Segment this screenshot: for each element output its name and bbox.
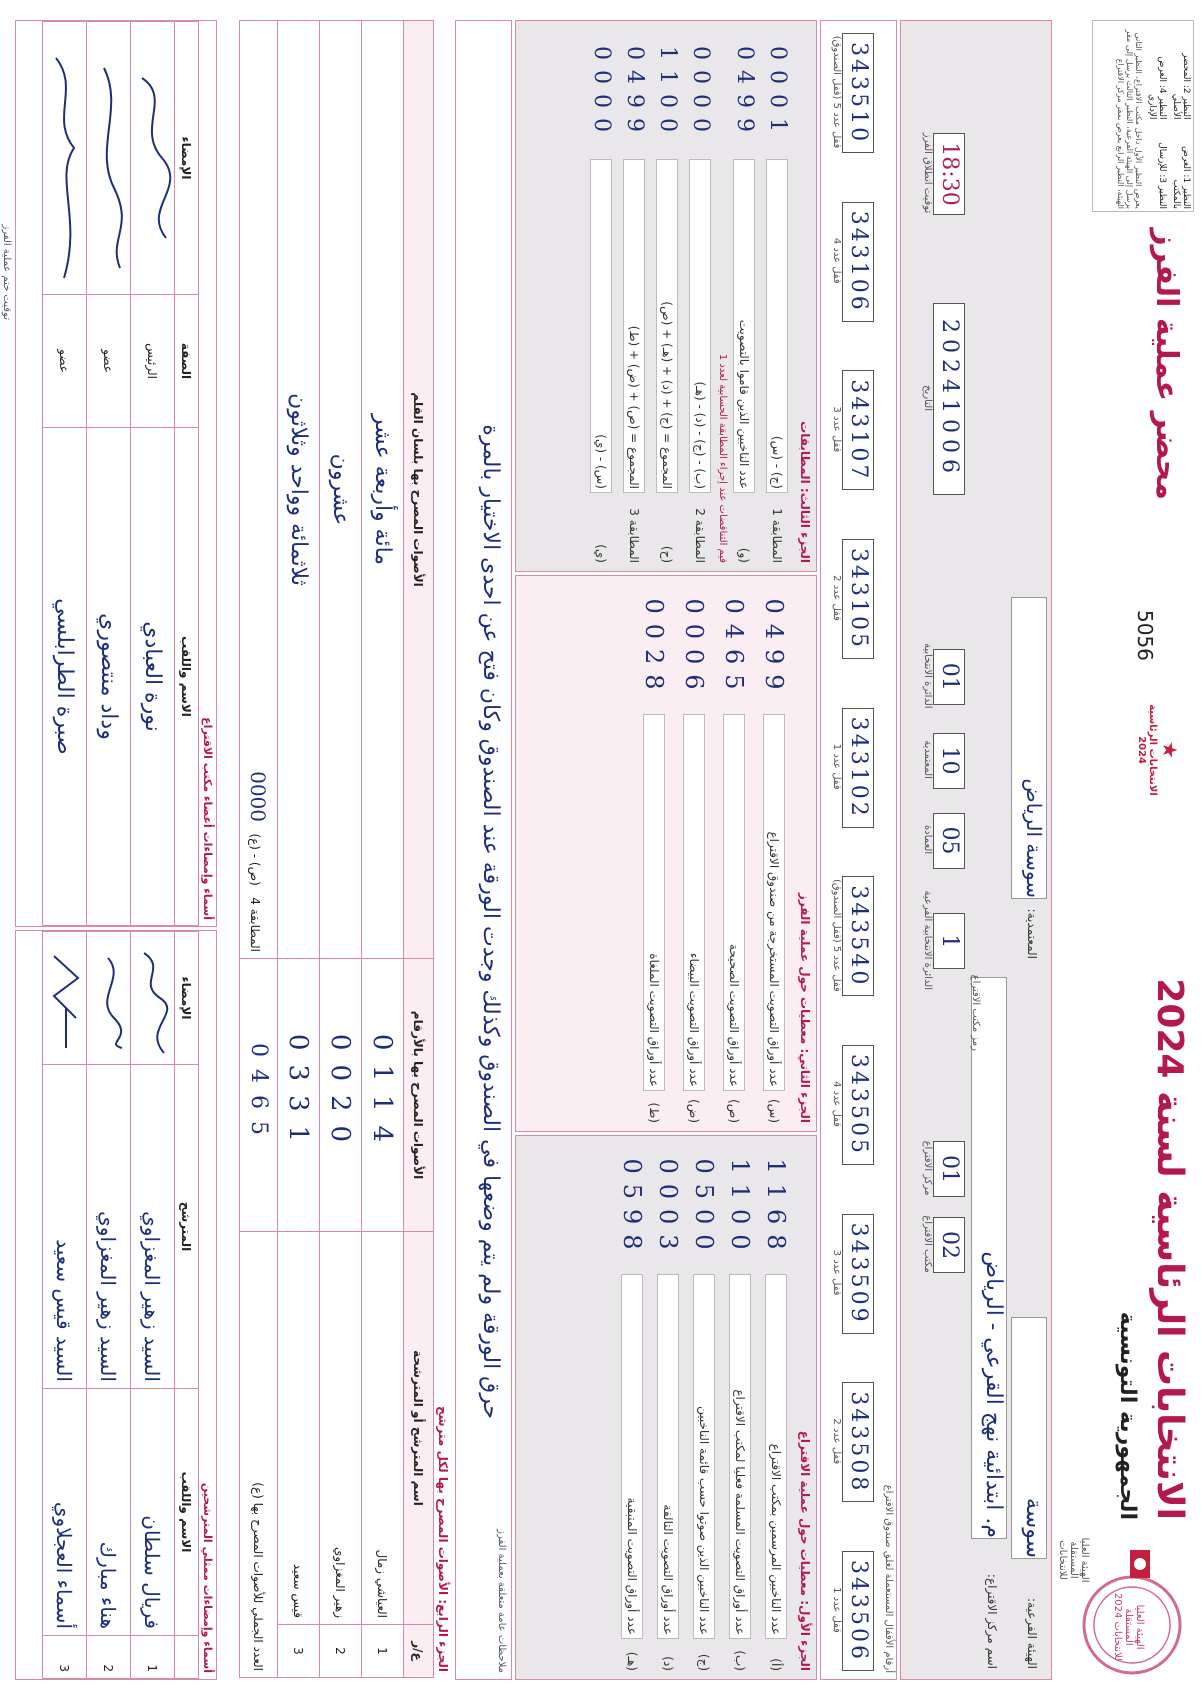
candidate-name: قيس سعيد bbox=[278, 1232, 320, 1625]
total-label: العدد الجملي للأصوات المصرح بها (ع) bbox=[240, 1232, 278, 1678]
regional-label: الهيئة الفرعية: bbox=[1025, 1598, 1039, 1669]
row-label: عدد أوراق التصويت المسلمة فعليا لمكتب الاقتراع bbox=[729, 1274, 751, 1639]
regional-value: سوسة bbox=[1011, 1317, 1047, 1559]
lock-item bbox=[831, 200, 874, 322]
results-section bbox=[222, 20, 452, 1678]
locks-row bbox=[831, 31, 874, 1671]
row-value: 1100 bbox=[655, 46, 680, 142]
row-code: (ي) bbox=[594, 544, 609, 563]
section-1-row bbox=[614, 1136, 650, 1679]
check-value: 0000 bbox=[246, 771, 271, 822]
logo-block bbox=[1057, 1530, 1190, 1680]
section-1-row bbox=[722, 1136, 758, 1679]
section-3-row bbox=[684, 21, 717, 571]
row-code: (ب) bbox=[733, 1650, 747, 1671]
row-code: (و) bbox=[737, 547, 752, 563]
lock-item bbox=[831, 874, 874, 996]
isie-logo-text: الهيئة العليا المستقلة للانتخابات bbox=[1057, 1537, 1090, 1583]
lock-value: 343105 bbox=[842, 539, 874, 659]
member-role: عضو bbox=[43, 295, 87, 428]
member-name: وداد منتصوري bbox=[87, 428, 131, 926]
table-row bbox=[131, 22, 175, 926]
row-code: (أ) bbox=[769, 1658, 783, 1671]
code-item bbox=[922, 811, 965, 869]
row-value: 0499 bbox=[760, 598, 788, 700]
votes-digits: 0331 bbox=[278, 959, 320, 1232]
section-1 bbox=[515, 1135, 817, 1680]
lock-value: 343102 bbox=[842, 708, 874, 828]
stamp-text: الهيئة العليا المستقلة للانتخابات 2024 bbox=[1112, 1592, 1145, 1662]
section-1-row bbox=[758, 1136, 794, 1679]
section-2-row bbox=[634, 576, 674, 1131]
section-3-row bbox=[585, 21, 618, 571]
lock-item bbox=[831, 706, 874, 828]
members-section bbox=[15, 20, 217, 927]
lock-value: 343508 bbox=[842, 1382, 874, 1502]
candidate-name: زهير المغزاوي bbox=[320, 1232, 362, 1625]
remarks-text: حرق الورقة ولم يتم وضعها في الصندوق وكذلك وجدت الورقة عند الصندوق وكان فتح عن احدى الاختيار بالمرة bbox=[478, 424, 503, 1419]
lock-value: 343505 bbox=[842, 1045, 874, 1165]
code-item bbox=[922, 891, 965, 990]
row-value: 0465 bbox=[720, 598, 748, 700]
row-label: عدد أوراق التصويت الصحيحة bbox=[723, 714, 745, 1091]
row-value: 0028 bbox=[640, 598, 668, 700]
signature bbox=[87, 22, 131, 295]
row-label: عدد أوراق التصويت المستخرجة من صندوق الاقتراع bbox=[763, 714, 785, 1091]
votes-digits: 0020 bbox=[320, 959, 362, 1232]
row-code: (ط) bbox=[647, 1102, 661, 1123]
section-3-note: قيم التناقضات عند إجراء المطابقة الحسابية لعدد 1 bbox=[717, 353, 728, 563]
row-label: عدد الناخبين المرسمين بمكتب الاقتراع bbox=[765, 1274, 787, 1639]
votes-words: مائة وأربعة عشر bbox=[362, 21, 404, 959]
signature bbox=[87, 932, 131, 1065]
lock-value: 343540 bbox=[842, 876, 874, 996]
remarks-label: ملاحظات عامة متعلقة بعملية الفرز bbox=[496, 1529, 507, 1673]
section-1-title: الجزء الأول: معطيات حول عملية الاقتراع bbox=[798, 1430, 812, 1671]
section-3 bbox=[515, 20, 817, 572]
row-code: المطابقة 3 bbox=[627, 508, 642, 563]
row-num: 2 bbox=[87, 1636, 131, 1679]
copies-box bbox=[1092, 20, 1194, 212]
row-code: (ج) bbox=[697, 1653, 711, 1671]
reps-header-row bbox=[175, 932, 199, 1679]
copy-item: النظير 1: العرض بالمكتب bbox=[1171, 146, 1191, 209]
lock-value: 343107 bbox=[842, 370, 874, 490]
office-codes-2 bbox=[922, 621, 965, 990]
lock-value: 343509 bbox=[842, 1214, 874, 1334]
rep-name: فريال سلطان bbox=[131, 1388, 175, 1635]
copy-item: النظير 2: المحضر الأصلي bbox=[1171, 52, 1191, 120]
results-title: الجزء الرابع: الأصوات المصرح بها لكل مترشح bbox=[436, 1406, 450, 1672]
country-subtitle: الجمهورية التونسية bbox=[1115, 1311, 1140, 1520]
copy-item: النظير 4: العرض الإداري bbox=[1147, 56, 1167, 120]
election-logo-text: الانتخابات الرئاسية 2024 bbox=[1136, 704, 1158, 796]
section-2-row bbox=[674, 576, 714, 1131]
results-table bbox=[239, 20, 434, 1678]
votes-words: ثلاثمائة وواحد وثلاثون bbox=[278, 21, 320, 959]
lock-label: قفل عدد 4 bbox=[831, 1081, 842, 1127]
start-time-value: 18:30 bbox=[933, 133, 965, 215]
member-role: الرئيس bbox=[131, 295, 175, 428]
lock-value: 343506 bbox=[842, 1551, 874, 1671]
section-3-row bbox=[761, 21, 794, 571]
candidate-name: العياشي زمال bbox=[362, 1232, 404, 1625]
code-item bbox=[922, 643, 965, 709]
code-value: 05 bbox=[933, 813, 965, 869]
locks-label: أرقام الأقفال المستعملة لغلق صندوق الاقتراع bbox=[883, 1484, 894, 1673]
code-value: 1 bbox=[933, 913, 965, 969]
section-3-row bbox=[651, 21, 684, 571]
lock-label: قفل عدد 3 bbox=[831, 406, 842, 453]
reps-table bbox=[42, 931, 199, 1679]
row-code: (ض) bbox=[687, 1099, 701, 1123]
row-code: (د) bbox=[661, 1656, 675, 1671]
section-2-row bbox=[754, 576, 794, 1131]
row-value: 0500 bbox=[690, 1158, 718, 1260]
section-3-title: الجزء الثالث: المطابقات bbox=[798, 421, 812, 563]
date-value: 20241006 bbox=[933, 303, 965, 495]
row-num: 1 bbox=[362, 1625, 404, 1678]
signature bbox=[43, 932, 87, 1065]
lock-label: قفل عدد 1 bbox=[831, 743, 842, 790]
row-num: 3 bbox=[278, 1625, 320, 1678]
check-label: المطابقة 4 bbox=[248, 897, 263, 952]
code-item bbox=[922, 731, 965, 789]
lock-label: قفل عدد 2 bbox=[831, 575, 842, 621]
row-code: (س) bbox=[767, 1098, 781, 1123]
lock-label: قفل عدد 5 (قفل الصندوق) bbox=[831, 35, 842, 149]
table-row bbox=[43, 22, 87, 926]
code-label: الدائرة الانتخابية الفرعية bbox=[922, 890, 933, 990]
delegation-value: سوسة الرياض bbox=[1011, 597, 1047, 899]
lock-label: قفل عدد 1 bbox=[831, 1587, 842, 1633]
row-code: (ص) bbox=[727, 1099, 741, 1123]
signature bbox=[131, 932, 175, 1065]
election-logo: ★ الانتخابات الرئاسية 2024 bbox=[1136, 690, 1182, 810]
row-value: 0000 bbox=[589, 46, 614, 142]
row-value: 0001 bbox=[765, 46, 790, 142]
center-value: م. ابتدائية نهج القرعي - الرياض bbox=[971, 977, 1007, 1539]
members-header-row bbox=[175, 22, 199, 926]
votes-digits: 0114 bbox=[362, 959, 404, 1232]
row-value: 0598 bbox=[618, 1158, 646, 1260]
row-label: عدد أوراق التصويت التالفة bbox=[657, 1274, 679, 1639]
row-value: 1168 bbox=[762, 1158, 790, 1260]
lock-item bbox=[831, 537, 874, 659]
row-value: 0003 bbox=[654, 1158, 682, 1260]
members-col-sign: الإمضاء bbox=[175, 22, 199, 295]
table-row bbox=[131, 932, 175, 1679]
member-role: عضو bbox=[87, 295, 131, 428]
remarks-band bbox=[455, 20, 512, 1680]
row-value: 0006 bbox=[680, 598, 708, 700]
member-name: صبرة الطرابلسي bbox=[43, 428, 87, 926]
rep-name: أسماء العجلاوي bbox=[43, 1388, 87, 1635]
row-code: (ح) bbox=[660, 545, 675, 563]
lock-item bbox=[831, 1549, 874, 1671]
row-label: عدد أوراق التصويت الملغاة bbox=[643, 714, 665, 1091]
row-formula: (ج) - (س) bbox=[767, 159, 789, 493]
signature bbox=[131, 22, 175, 295]
row-value: 0000 bbox=[688, 46, 713, 142]
code-label: الدائرة الانتخابية bbox=[922, 643, 933, 709]
section-1-row bbox=[650, 1136, 686, 1679]
code-value: 02 bbox=[933, 1217, 965, 1273]
reps-title: أسماء وإمضاءات ممثلي المترشحين bbox=[201, 1482, 214, 1673]
col-name: اسم المترشح أو المترشحة bbox=[404, 1232, 434, 1625]
lock-label: قفل عدد 2 bbox=[831, 1418, 842, 1465]
rep-candidate: السيد زهير المغزاوي bbox=[87, 1065, 131, 1389]
table-row bbox=[43, 932, 87, 1679]
votes-words: عشرون bbox=[320, 21, 362, 959]
col-words: الأصوات المصرح بها بلسان القلم bbox=[404, 21, 434, 959]
rep-candidate: السيد زهير المغزاوي bbox=[131, 1065, 175, 1389]
rep-candidate: السيد قيس سعيد bbox=[43, 1065, 87, 1389]
start-time-label: توقيت انطلاق الفرز bbox=[922, 132, 933, 214]
members-table bbox=[42, 21, 199, 926]
section-2 bbox=[515, 575, 817, 1132]
lock-label: قفل عدد 3 bbox=[831, 1249, 842, 1296]
row-num: 3 bbox=[43, 1636, 87, 1679]
table-row bbox=[87, 22, 131, 926]
section-1-row bbox=[686, 1136, 722, 1679]
table-row bbox=[87, 932, 131, 1679]
code-label: مكتب الاقتراع bbox=[922, 1215, 933, 1273]
office-label: رمز مكتب الاقتراع bbox=[970, 974, 981, 1051]
section-3-row bbox=[728, 21, 761, 571]
lock-item bbox=[831, 368, 874, 490]
row-value: 0499 bbox=[622, 46, 647, 142]
main-title: الانتخابات الرئاسية لسنة 2024 bbox=[1149, 978, 1190, 1520]
lock-value: 343106 bbox=[842, 202, 874, 322]
row-formula: المجموع = (ج) + (د) + (هـ) + (ص) bbox=[657, 159, 679, 493]
lock-label: قفل عدد 5 (قفل الصندوق) bbox=[831, 878, 842, 992]
rep-name: هناء مبارك bbox=[87, 1388, 131, 1635]
row-formula: المجموع = (ص) + (ض) + (ط) bbox=[624, 159, 646, 493]
copy-item: النظير 3: للإرسال bbox=[1157, 142, 1167, 209]
lock-item bbox=[831, 31, 874, 153]
serial-number: 5056 bbox=[1133, 610, 1157, 661]
location-band bbox=[900, 20, 1052, 1680]
copies-note: يعرض النظير الأول داخل مكتب الاقتراع، النظير الثاني يرسل إلى الهيئة الفرعية، النظير الثالث يرسل إلى مقر الهيئة، النظير الرابع يعرض بمقر مركز الاقتراع bbox=[1116, 29, 1143, 209]
row-label: عدد أوراق التصويت البيضاء bbox=[683, 714, 705, 1091]
end-time-label: توقيت ختم عملية الفرز bbox=[1, 224, 12, 320]
row-formula: (س) - (ي) bbox=[591, 159, 613, 493]
table-row bbox=[362, 21, 404, 1678]
office-codes bbox=[922, 1121, 965, 1273]
totals-row bbox=[240, 21, 278, 1678]
table-row bbox=[278, 21, 320, 1678]
reps-col-sign: الإمضاء bbox=[175, 932, 199, 1065]
row-value: 0499 bbox=[732, 46, 757, 142]
row-formula: (ب) - (ج) - (د) - (هـ) bbox=[690, 159, 712, 493]
locks-band bbox=[820, 20, 897, 1680]
col-num: ع/ر bbox=[404, 1625, 434, 1678]
code-value: 01 bbox=[933, 649, 965, 705]
lock-item bbox=[831, 1380, 874, 1502]
row-code: المطابقة 1 bbox=[770, 508, 785, 563]
code-item bbox=[922, 1215, 965, 1273]
check-cell bbox=[240, 21, 278, 959]
lock-item bbox=[831, 1043, 874, 1165]
reps-col-name: الاسم واللقب bbox=[175, 1388, 199, 1635]
row-label: عدد أوراق التصويت المتبقية bbox=[621, 1274, 643, 1639]
code-value: 10 bbox=[933, 733, 965, 789]
check-formula: (ص) - (ع) bbox=[248, 833, 263, 886]
members-col-role: الصفة bbox=[175, 295, 199, 428]
lock-item bbox=[831, 1212, 874, 1334]
code-label: مركز الاقتراع bbox=[922, 1140, 933, 1196]
lock-value: 343510 bbox=[842, 33, 874, 153]
member-name: نورة العبادي bbox=[131, 428, 175, 926]
lock-label: قفل عدد 4 bbox=[831, 237, 842, 284]
col-digits: الأصوات المصرح بها بالأرقام bbox=[404, 959, 434, 1232]
row-num: 2 bbox=[320, 1625, 362, 1678]
section-2-row bbox=[714, 576, 754, 1131]
date-label: التاريخ bbox=[922, 385, 933, 411]
code-label: العمادة bbox=[922, 824, 933, 855]
reps-section bbox=[15, 930, 217, 1680]
row-formula: عدد الناخبين الذين قاموا بالتصويت bbox=[734, 159, 756, 493]
start-time-block bbox=[922, 131, 965, 215]
row-code: المطابقة 2 bbox=[693, 508, 708, 563]
members-col-name: الاسم واللقب bbox=[175, 428, 199, 926]
row-value: 1100 bbox=[726, 1158, 754, 1260]
results-header-row bbox=[404, 21, 434, 1678]
section-2-title: الجزء الثاني: معطيات حول عملية الفرز bbox=[798, 892, 812, 1123]
row-code: (هـ) bbox=[625, 1651, 639, 1671]
row-label: عدد الناخبين الذين صوتوا حسب قائمة الناخبين bbox=[693, 1274, 715, 1639]
code-item bbox=[922, 1139, 965, 1197]
total-value: 0465 bbox=[240, 959, 278, 1232]
date-block bbox=[922, 301, 965, 495]
row-num: 1 bbox=[131, 1636, 175, 1679]
section-3-row bbox=[618, 21, 651, 571]
reps-col-candidate: المترشح bbox=[175, 1065, 199, 1389]
code-label: المعتمدية bbox=[922, 740, 933, 779]
center-label: اسم مركز الاقتراع: bbox=[985, 1573, 999, 1669]
delegation-label: المعتمدية: bbox=[1025, 908, 1039, 959]
report-title: محضر عملية الفرز bbox=[1149, 228, 1184, 500]
code-value: 01 bbox=[933, 1141, 965, 1197]
members-title: أسماء وإمضاءات أعضاء مكتب الاقتراع bbox=[201, 717, 214, 920]
signature bbox=[43, 22, 87, 295]
table-row bbox=[320, 21, 362, 1678]
